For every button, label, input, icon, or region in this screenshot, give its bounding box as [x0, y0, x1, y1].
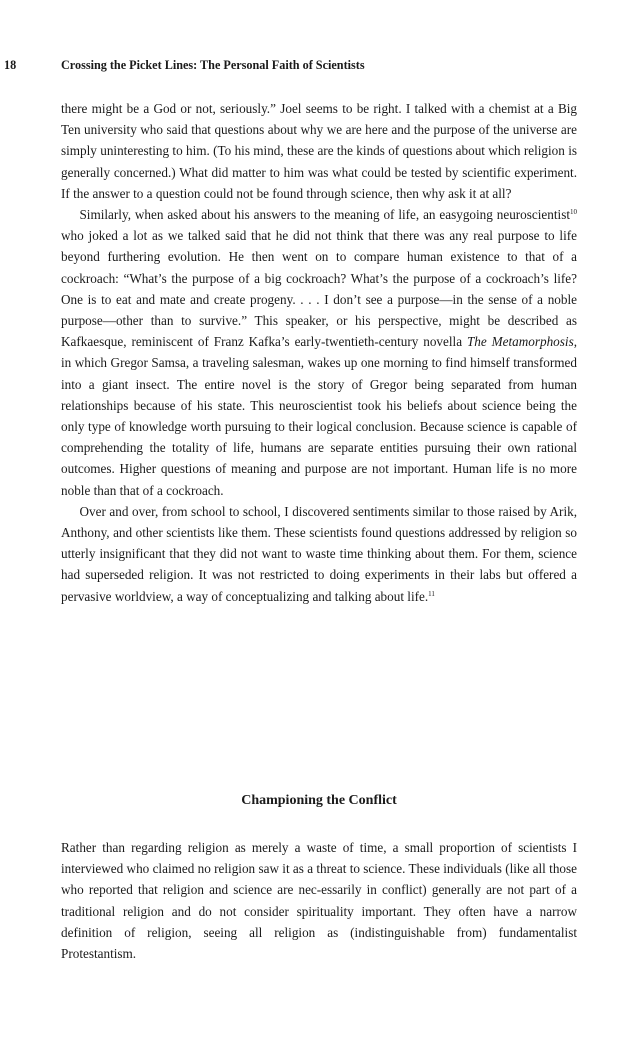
paragraph-rather-than: Rather than regarding religion as merely a waste of time, a small proportion of scientists I interviewed who claimed no religion saw it as a threat to science. These individuals (like all those who reported that religion and science are nec-essarily in conflict) generally are not part of a traditional religion and do not consider spirituality important. They often have a narrow definition of religion, seeing all religion as (indistinguishable from) fundamentalist Protestantism. [61, 840, 577, 962]
paragraph-text: Similarly, when asked about his answers to the meaning of life, an easygoing neuroscientist [79, 207, 570, 223]
paragraph-neuroscientist [61, 204, 577, 501]
paragraph-text: , in which Gregor Samsa, a traveling salesman, wakes up one morning to find himself transformed into a giant insect. The entire novel is the story of Gregor being separated from human relationships because of his state. This neuroscientist took his beliefs about science being the only type of knowledge worth pursuing to their logical conclusion. Because science is capable of comprehending the totality of life, humans are separate entities pursuing their own rational outcomes. Higher questions of meaning and purpose are not important. Human life is no more noble than that of a cockroach. [61, 334, 578, 498]
footnote-ref-11: 11 [428, 589, 435, 598]
section-heading: Championing the Conflict [241, 793, 397, 808]
page-header [0, 58, 638, 78]
body-text [61, 98, 577, 607]
section-body [61, 837, 577, 964]
paragraph-over-and-over [61, 501, 577, 607]
paragraph-continuation: there might be a God or not, seriously.” Joel seems to be right. I talked with a chemist at a Big Ten university who said that questions about why we are here and the purpose of the universe are simply uninteresting to him. (To his mind, these are the kinds of questions about which religion is generally concerned.) What did matter to him was what could be tested by scientific experiment. If the answer to a question could not be found through science, then why ask it at all? [61, 101, 577, 201]
paragraph-text: who joked a lot as we talked said that he did not think that there was any real purpose to life beyond furthering evolution. He then went on to compare human existence to that of a cockroach: “What’s the purpose of a big cockroach? What’s the purpose of a cockroach’s life? One is to eat and mate and create progeny. . . . I don’t see a purpose—in the sense of a noble purpose—other than to survive.” This speaker, or his perspective, might be described as Kafkaesque, reminiscent of Franz Kafka’s early-twentieth-century novella [61, 228, 577, 350]
book-title: The Metamorphosis [466, 334, 574, 350]
running-head: Crossing the Picket Lines: The Personal Faith of Scientists [61, 58, 365, 72]
footnote-ref-10: 10 [570, 208, 577, 217]
page-number: 18 [4, 58, 17, 72]
paragraph-text: Over and over, from school to school, I discovered sentiments similar to those raised by Arik, Anthony, and other scientists like them. These scientists found questions addressed by religion so utterly insignificant that they did not want to waste time thinking about them. For them, science had superseded religion. It was not restricted to doing experiments in their labs but offered a pervasive worldview, a way of conceptualizing and talking about life. [61, 503, 577, 604]
